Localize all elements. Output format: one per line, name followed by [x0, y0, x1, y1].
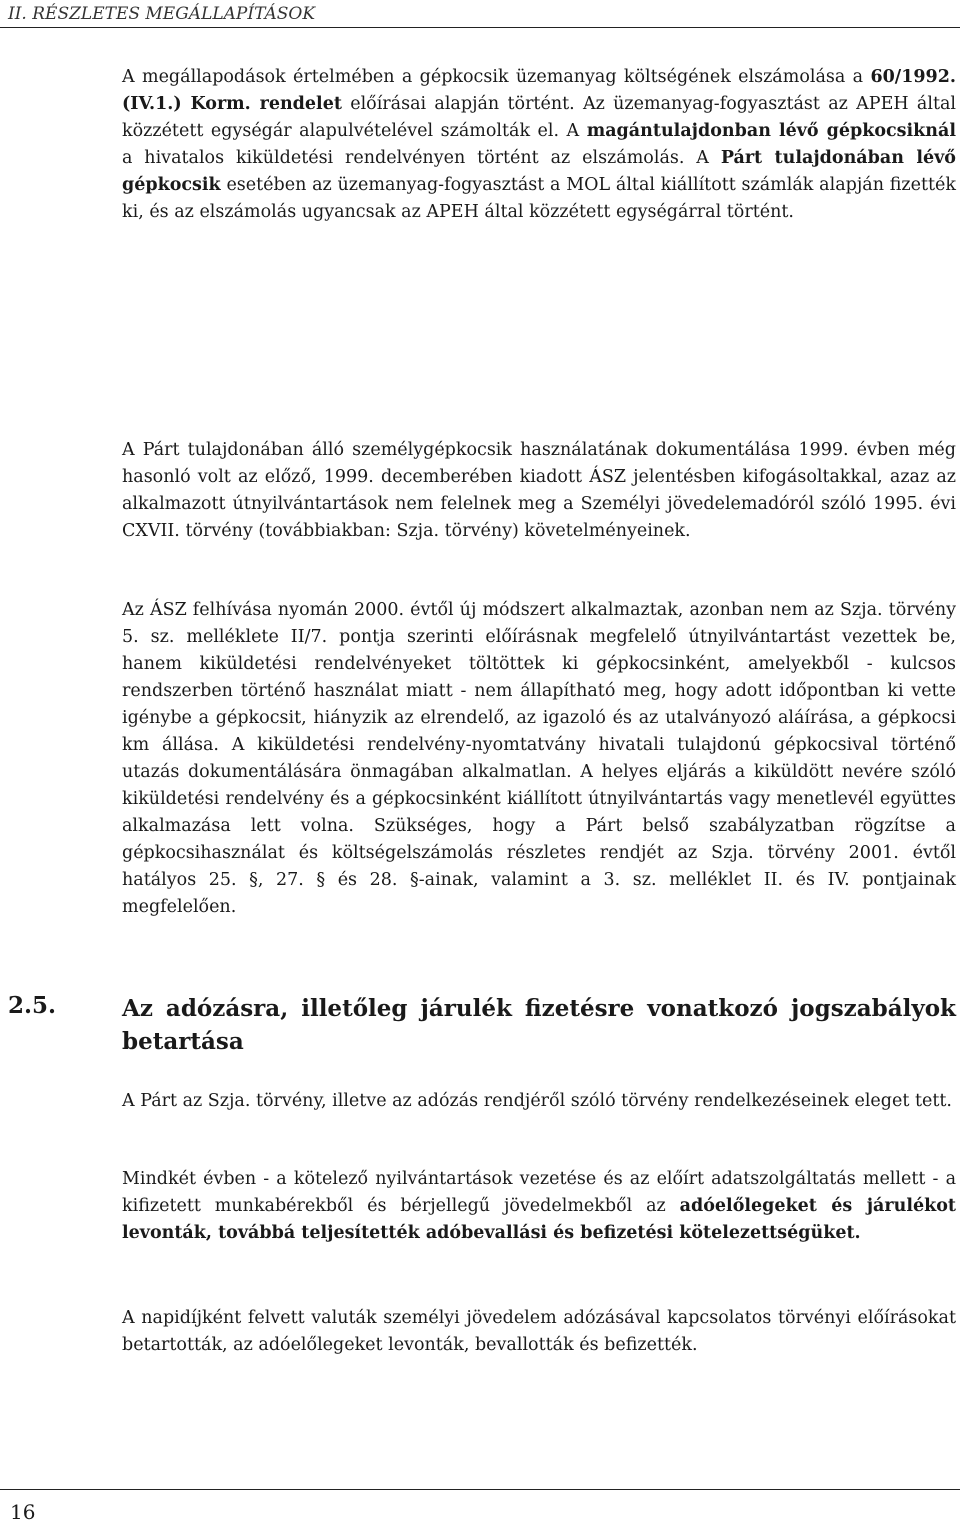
paragraph-tax-compliance: A Párt az Szja. törvény, illetve az adózás rendjéről szóló törvény rendelkezéseinek eleget tett.	[122, 1091, 952, 1111]
page-number: 16	[10, 1500, 36, 1524]
paragraph-fuel-accounting: A megállapodások értelmében a gépkocsik üzemanyag költségének elszámolása a 60/1992. (IV.1.) Korm. rendelet előírásai alapján történt. Az üzemanyag-fogyasztást az APEH által közzétett egységár alapulvételével számolták el. A magántulajdonban lévő gépkocsiknál a hivatalos kiküldetési rendelvényen történt az elszámolás. A Párt tulajdonában lévő gépkocsik esetében az üzemanyag-fogyasztást a MOL által kiállított számlák alapján fizették ki, és az elszámolás ugyancsak az APEH által közzétett egységárral történt.	[122, 67, 957, 222]
paragraph-per-diem: A napidíjként felvett valuták személyi jövedelem adózásával kapcsolatos törvényi előírásokat betartották, az adóelőlegeket levonták, bevallották és befizették.	[122, 1308, 956, 1355]
footer-divider	[0, 1489, 960, 1490]
paragraph-car-documentation-1999: A Párt tulajdonában álló személygépkocsik használatának dokumentálása 1999. évben még hasonló volt az előző, 1999. decemberében kiadott ÁSZ jelentésben kifogásoltakkal, azaz az alkalmazott útnyilvántartások nem felelnek meg a Személyi jövedelemadóról szóló 1995. évi CXVII. törvény (továbbiakban: Szja. törvény) követelményeinek.	[122, 440, 956, 541]
running-header: II. RÉSZLETES MEGÁLLAPÍTÁSOK	[8, 4, 316, 24]
paragraph-new-method-2000: Az ÁSZ felhívása nyomán 2000. évtől új módszert alkalmaztak, azonban nem az Szja. törvény 5. sz. melléklete II/7. pontja szerinti előírásnak megfelelő útnyilvántartást vezettek be, hanem kiküldetési rendelvényeket töltöttek ki gépkocsinként, amelyekből - kulcsos rendszerben történő használat miatt - nem állapítható meg, hogy adott időpontban ki vette igénybe a gépkocsit, hiányzik az elrendelő, az igazoló és az utalványozó aláírása, a gépkocsi km állása. A kiküldetési rendelvény-nyomtatvány hivatali tulajdonú gépkocsival történő utazás dokumentálására önmagában alkalmatlan. A helyes eljárás a kiküldött nevére szóló kiküldetési rendelvény és a gépkocsinként kiállított útnyilvántartás vagy menetlevél együttes alkalmazása lett volna. Szükséges, hogy a Párt belső szabályzatban rögzítse a gépkocsihasználat és költségelszámolás részletes rendjét az Szja. törvény 2001. évtől hatályos 25. §, 27. § és 28. §-ainak, valamint a 3. sz. melléklet II. és IV. pontjainak megfelelően.	[122, 600, 956, 917]
header-divider	[0, 27, 960, 28]
paragraph-withholding: Mindkét évben - a kötelező nyilvántartások vezetése és az előírt adatszolgáltatás mellett - a kifizetett munkabérekből és bérjellegű jövedelmekből az adóelőlegeket és járulékot levonták, továbbá teljesítették adóbevallási és befizetési kötelezettségüket.	[122, 1169, 956, 1243]
section-title: Az adózásra, illetőleg járulék fizetésre vonatkozó jogszabályok betartása	[122, 995, 956, 1055]
section-number: 2.5.	[8, 992, 57, 1019]
